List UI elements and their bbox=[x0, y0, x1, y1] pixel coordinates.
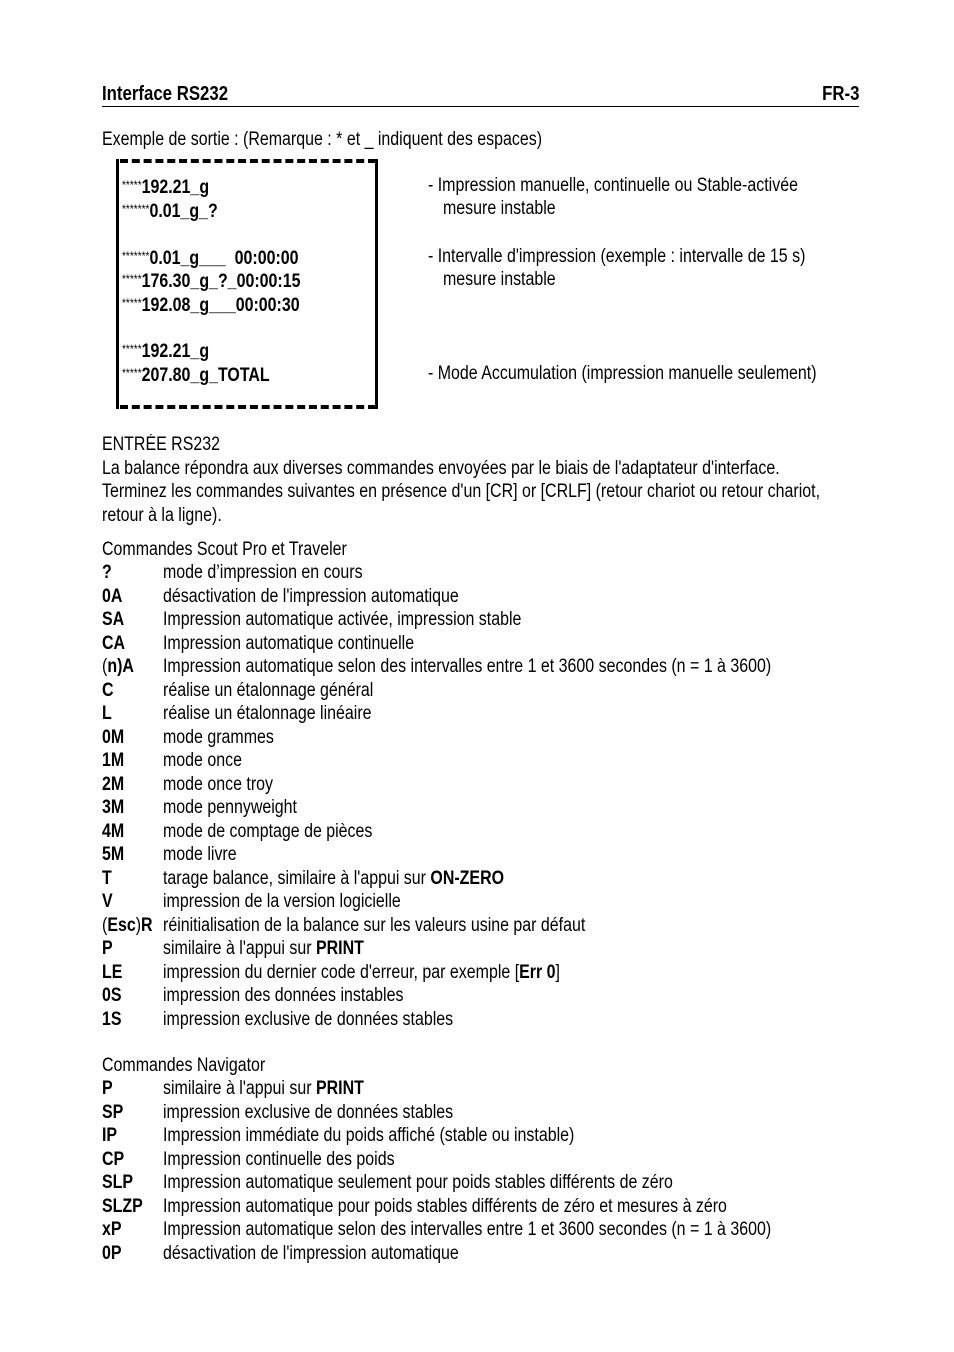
command-key-text bbox=[102, 1077, 113, 1100]
command-description bbox=[163, 1124, 653, 1147]
command-description-main: mode once troy bbox=[163, 773, 274, 795]
command-description-main: réalise un étalonnage linéaire bbox=[163, 703, 372, 724]
scout-command-row bbox=[102, 726, 862, 749]
command-key bbox=[102, 890, 115, 913]
command-key-text bbox=[102, 1124, 117, 1147]
command-key bbox=[102, 655, 140, 678]
command-key-text bbox=[102, 655, 134, 678]
command-key-code: 0M bbox=[102, 726, 125, 748]
command-description-text bbox=[163, 1124, 574, 1147]
scout-command-row bbox=[102, 561, 862, 584]
command-key-code: IP bbox=[102, 1125, 118, 1146]
command-key-paren: ( bbox=[102, 914, 108, 936]
navigator-command-row bbox=[102, 1077, 862, 1100]
navigator-command-row bbox=[102, 1242, 862, 1265]
example-note-line bbox=[428, 174, 868, 197]
weight-reading: 192.21_g bbox=[141, 177, 210, 198]
space-markers: ******* bbox=[122, 202, 150, 216]
command-description bbox=[163, 867, 569, 890]
command-description-main: Impression automatique seulement pour poids stables différents de zéro bbox=[163, 1172, 673, 1193]
command-description bbox=[163, 1242, 515, 1265]
command-description-text bbox=[163, 820, 372, 843]
command-key-code: 0S bbox=[102, 985, 122, 1006]
input-paragraph-2: Terminez les commandes suivantes en présence d'un [CR] or [CRLF] (retour chariot ou retour chariot, bbox=[102, 481, 821, 502]
command-key-text bbox=[102, 1148, 124, 1171]
command-description bbox=[163, 1077, 402, 1100]
command-key bbox=[102, 984, 125, 1007]
command-description-emphasis: Err 0 bbox=[519, 961, 556, 983]
command-description-main: désactivation de l'impression automatique bbox=[163, 1242, 459, 1264]
command-key-text bbox=[102, 914, 153, 937]
command-key-text bbox=[102, 561, 112, 584]
scout-command-row bbox=[102, 655, 862, 678]
command-description-main: impression exclusive de données stables bbox=[163, 1101, 454, 1123]
command-key bbox=[102, 702, 114, 725]
command-description-main: impression du dernier code d'erreur, par exemple [ bbox=[163, 961, 520, 983]
command-description bbox=[163, 796, 323, 819]
space-markers: ******* bbox=[122, 249, 150, 263]
scout-command-row bbox=[102, 937, 862, 960]
command-description bbox=[163, 937, 402, 960]
command-description-text bbox=[163, 1101, 453, 1124]
command-key-code: R bbox=[141, 914, 153, 936]
command-description-main: mode d’impression en cours bbox=[163, 562, 363, 583]
command-key-code: n)A bbox=[107, 656, 134, 677]
command-description-text bbox=[163, 585, 459, 608]
box-bottom-border bbox=[120, 405, 376, 409]
command-key-text bbox=[102, 1101, 123, 1124]
command-key-code: SLZP bbox=[102, 1195, 143, 1217]
example-output-line bbox=[122, 338, 226, 363]
command-description-text bbox=[163, 867, 504, 890]
navigator-heading: Commandes Navigator bbox=[102, 1055, 266, 1076]
command-description bbox=[163, 843, 251, 866]
command-description bbox=[163, 984, 449, 1007]
command-description-emphasis: ON-ZERO bbox=[430, 867, 505, 889]
scout-command-row bbox=[102, 890, 862, 913]
command-description-text bbox=[163, 796, 297, 819]
command-key-paren: ) bbox=[135, 914, 142, 936]
example-output-line bbox=[122, 362, 298, 387]
command-description-text bbox=[163, 561, 363, 584]
command-key bbox=[102, 749, 128, 772]
command-key-text bbox=[102, 773, 124, 796]
command-key bbox=[102, 608, 128, 631]
command-description bbox=[163, 608, 590, 631]
page-header bbox=[102, 82, 859, 107]
command-key bbox=[102, 632, 129, 655]
scout-command-row bbox=[102, 961, 862, 984]
command-description-main: réalise un étalonnage général bbox=[163, 679, 374, 701]
navigator-command-row bbox=[102, 1195, 862, 1218]
example-note-line bbox=[428, 197, 868, 220]
example-output-line-text bbox=[122, 268, 300, 293]
navigator-command-row bbox=[102, 1218, 862, 1241]
command-description-main: Impression automatique pour poids stables différents de zéro et mesures à zéro bbox=[163, 1195, 727, 1217]
command-key-code: T bbox=[102, 867, 112, 889]
command-key-text bbox=[102, 984, 122, 1007]
command-description bbox=[163, 561, 401, 584]
example-note bbox=[428, 245, 877, 291]
command-key-code: L bbox=[102, 703, 112, 724]
command-description-text bbox=[163, 655, 771, 678]
example-note bbox=[428, 362, 891, 385]
example-note-text: - Intervalle d'impression (exemple : intervalle de 15 s) bbox=[428, 246, 806, 267]
command-description bbox=[163, 890, 446, 913]
command-description-text bbox=[163, 1242, 459, 1265]
page-number: FR-3 bbox=[821, 83, 859, 105]
example-output-line-text bbox=[122, 174, 209, 199]
example-note-text: - Impression manuelle, continuelle ou Stable-activée bbox=[428, 175, 798, 196]
command-description bbox=[163, 702, 411, 725]
command-description-main: Impression automatique continuelle bbox=[163, 632, 415, 654]
scout-command-row bbox=[102, 1008, 862, 1031]
command-description-text bbox=[163, 608, 521, 631]
command-key-text bbox=[102, 890, 113, 913]
scout-command-row bbox=[102, 843, 862, 866]
command-key-text bbox=[102, 1008, 122, 1031]
command-description bbox=[163, 961, 636, 984]
command-description-main: similaire à l'appui sur bbox=[163, 938, 316, 959]
command-description-main: tarage balance, similaire à l'appui sur bbox=[163, 867, 431, 889]
command-key bbox=[102, 1218, 125, 1241]
command-description-text bbox=[163, 702, 372, 725]
example-note-line bbox=[428, 245, 877, 268]
command-key-text bbox=[102, 1218, 122, 1241]
command-key-text bbox=[102, 632, 125, 655]
space-markers: ***** bbox=[122, 272, 142, 286]
command-key-text bbox=[102, 702, 112, 725]
command-key-paren: ( bbox=[102, 656, 108, 677]
example-note-line bbox=[428, 362, 891, 385]
example-output-line bbox=[122, 292, 333, 317]
command-description-text bbox=[163, 1171, 673, 1194]
command-key bbox=[102, 914, 162, 937]
weight-reading: 192.21_g bbox=[141, 341, 210, 362]
command-key-code: CA bbox=[102, 632, 126, 654]
command-key-text bbox=[102, 585, 122, 608]
example-output-line-text bbox=[122, 362, 270, 387]
command-key bbox=[102, 585, 126, 608]
example-output-line-text bbox=[122, 245, 299, 270]
command-description bbox=[163, 655, 887, 678]
command-description bbox=[163, 1148, 439, 1171]
space-markers: ***** bbox=[122, 342, 142, 356]
command-key bbox=[102, 726, 128, 749]
command-key-code: P bbox=[102, 938, 113, 959]
command-description-text bbox=[163, 984, 403, 1007]
command-key bbox=[102, 796, 128, 819]
space-markers: ***** bbox=[122, 178, 142, 192]
command-key bbox=[102, 937, 115, 960]
command-description-main: similaire à l'appui sur bbox=[163, 1078, 316, 1099]
command-description-text bbox=[163, 914, 585, 937]
command-description-text bbox=[163, 843, 237, 866]
command-key-code: SA bbox=[102, 609, 125, 630]
command-description-text bbox=[163, 1195, 727, 1218]
scout-command-row bbox=[102, 585, 862, 608]
command-description-text bbox=[163, 726, 274, 749]
command-key-code: LE bbox=[102, 961, 123, 983]
box-left-border bbox=[116, 159, 119, 409]
scout-command-row bbox=[102, 749, 862, 772]
command-key-code: 5M bbox=[102, 844, 125, 865]
command-description bbox=[163, 632, 462, 655]
command-description-main: impression exclusive de données stables bbox=[163, 1008, 454, 1030]
command-description bbox=[163, 1171, 770, 1194]
command-description-main: désactivation de l'impression automatique bbox=[163, 585, 459, 607]
command-description bbox=[163, 820, 412, 843]
example-note bbox=[428, 174, 868, 220]
command-description-main: mode livre bbox=[163, 844, 237, 865]
command-description-text bbox=[163, 961, 560, 984]
command-key bbox=[102, 843, 128, 866]
example-output-line bbox=[122, 198, 236, 223]
command-description-main: mode de comptage de pièces bbox=[163, 820, 373, 842]
example-output-line-text bbox=[122, 292, 300, 317]
command-description-text bbox=[163, 632, 414, 655]
command-key bbox=[102, 1124, 120, 1147]
command-key-code: 0P bbox=[102, 1242, 122, 1264]
example-intro: Exemple de sortie : (Remarque : * et _ indiquent des espaces) bbox=[102, 129, 543, 150]
command-key bbox=[102, 1008, 125, 1031]
scout-command-row bbox=[102, 679, 862, 702]
example-output-line-text bbox=[122, 338, 209, 363]
command-key bbox=[102, 679, 116, 702]
scout-command-row bbox=[102, 702, 862, 725]
command-key-code: V bbox=[102, 891, 113, 912]
navigator-command-row bbox=[102, 1124, 862, 1147]
command-key bbox=[102, 1195, 151, 1218]
command-key-text bbox=[102, 1195, 143, 1218]
input-heading: ENTRÉE RS232 bbox=[102, 434, 220, 455]
command-key-text bbox=[102, 961, 122, 984]
box-top-border bbox=[120, 159, 376, 163]
command-description-main: impression de la version logicielle bbox=[163, 891, 401, 912]
command-description-end: ] bbox=[555, 961, 560, 983]
command-key-code: 0A bbox=[102, 585, 123, 607]
command-key-text bbox=[102, 679, 114, 702]
navigator-command-row bbox=[102, 1101, 862, 1124]
command-description-main: Impression automatique activée, impression stable bbox=[163, 609, 522, 630]
weight-reading: 0.01_g_? bbox=[149, 201, 218, 222]
command-description-text bbox=[163, 1148, 395, 1171]
command-description-text bbox=[163, 1077, 364, 1100]
scout-heading: Commandes Scout Pro et Traveler bbox=[102, 539, 347, 560]
command-key bbox=[102, 1101, 127, 1124]
example-output-line-text bbox=[122, 198, 218, 223]
command-description bbox=[163, 1101, 508, 1124]
command-key bbox=[102, 1148, 128, 1171]
command-description-text bbox=[163, 679, 373, 702]
command-description-text bbox=[163, 1008, 453, 1031]
command-key-code: ? bbox=[102, 562, 112, 583]
command-description bbox=[163, 679, 413, 702]
command-key-text bbox=[102, 937, 113, 960]
command-key bbox=[102, 961, 126, 984]
command-key bbox=[102, 867, 114, 890]
command-key bbox=[102, 773, 128, 796]
command-description-text bbox=[163, 890, 401, 913]
example-output-line bbox=[122, 268, 334, 293]
scout-command-row bbox=[102, 608, 862, 631]
command-description-main: Impression automatique selon des intervalles entre 1 et 3600 secondes (n = 1 à 3600) bbox=[163, 1219, 772, 1240]
command-description-text bbox=[163, 937, 364, 960]
command-key bbox=[102, 561, 114, 584]
command-key-code: C bbox=[102, 679, 114, 701]
command-description bbox=[163, 1195, 834, 1218]
example-note-text: mesure instable bbox=[443, 269, 556, 290]
navigator-command-row bbox=[102, 1148, 862, 1171]
command-description bbox=[163, 1218, 887, 1241]
command-description-main: Impression immédiate du poids affiché (stable ou instable) bbox=[163, 1125, 575, 1146]
command-description-main: Impression automatique selon des intervalles entre 1 et 3600 secondes (n = 1 à 3600) bbox=[163, 656, 772, 677]
command-description bbox=[163, 585, 515, 608]
command-key-code: SLP bbox=[102, 1172, 134, 1193]
command-key-text bbox=[102, 843, 124, 866]
command-description-main: mode pennyweight bbox=[163, 797, 297, 818]
command-description-main: mode once bbox=[163, 750, 242, 771]
scout-command-row bbox=[102, 773, 862, 796]
command-description bbox=[163, 726, 295, 749]
command-key-code: 1S bbox=[102, 1008, 122, 1030]
page-title: Interface RS232 bbox=[102, 83, 229, 105]
navigator-command-row bbox=[102, 1171, 862, 1194]
command-key-code: 4M bbox=[102, 820, 125, 842]
command-key-code: P bbox=[102, 1078, 113, 1099]
scout-command-row bbox=[102, 820, 862, 843]
command-key-text bbox=[102, 796, 124, 819]
example-output-line bbox=[122, 174, 226, 199]
command-description-main: Impression continuelle des poids bbox=[163, 1148, 395, 1170]
command-key-text bbox=[102, 726, 124, 749]
example-note-line bbox=[428, 268, 877, 291]
input-paragraph-2-cont: retour à la ligne). bbox=[102, 505, 222, 526]
command-key bbox=[102, 1171, 139, 1194]
weight-reading: 176.30_g_?_00:00:15 bbox=[141, 271, 301, 292]
scout-command-row bbox=[102, 914, 862, 937]
command-description-emphasis: PRINT bbox=[315, 938, 364, 959]
command-key bbox=[102, 820, 128, 843]
command-description-emphasis: PRINT bbox=[315, 1078, 364, 1099]
command-key-code: xP bbox=[102, 1219, 122, 1240]
example-note-text: - Mode Accumulation (impression manuelle seulement) bbox=[428, 363, 817, 384]
command-key-text bbox=[102, 608, 124, 631]
command-description-text bbox=[163, 773, 273, 796]
scout-command-row bbox=[102, 984, 862, 1007]
command-description bbox=[163, 749, 257, 772]
box-right-border bbox=[375, 159, 378, 409]
input-paragraph-1: La balance répondra aux diverses commandes envoyées par le biais de l'adaptateur d'interface. bbox=[102, 458, 780, 479]
command-key bbox=[102, 1077, 115, 1100]
command-description-main: impression des données instables bbox=[163, 985, 404, 1006]
command-key-text bbox=[102, 867, 112, 890]
space-markers: ***** bbox=[122, 366, 142, 380]
weight-reading: 192.08_g___00:00:30 bbox=[141, 295, 300, 316]
command-description bbox=[163, 1008, 508, 1031]
command-key-code: CP bbox=[102, 1148, 125, 1170]
command-description-main: réinitialisation de la balance sur les valeurs usine par défaut bbox=[163, 914, 586, 936]
scout-command-row bbox=[102, 632, 862, 655]
command-description bbox=[163, 773, 294, 796]
command-key-text bbox=[102, 1242, 122, 1265]
command-key-code: 2M bbox=[102, 773, 125, 795]
weight-reading: 207.80_g_TOTAL bbox=[141, 365, 270, 386]
command-description-text bbox=[163, 749, 242, 772]
scout-command-row bbox=[102, 796, 862, 819]
command-key-text bbox=[102, 1171, 133, 1194]
command-key-text bbox=[102, 820, 124, 843]
command-description-main: mode grammes bbox=[163, 726, 274, 748]
command-key-code: 1M bbox=[102, 750, 125, 771]
command-key-text bbox=[102, 749, 124, 772]
command-description bbox=[163, 914, 666, 937]
weight-reading: 0.01_g___ 00:00:00 bbox=[149, 248, 299, 269]
space-markers: ***** bbox=[122, 296, 142, 310]
command-key-code: SP bbox=[102, 1101, 124, 1123]
command-description-text bbox=[163, 1218, 771, 1241]
command-key-code: Esc bbox=[107, 914, 136, 936]
command-key bbox=[102, 1242, 125, 1265]
command-key-code: 3M bbox=[102, 797, 125, 818]
scout-command-row bbox=[102, 867, 862, 890]
example-note-text: mesure instable bbox=[443, 198, 556, 219]
example-output-line bbox=[122, 245, 332, 270]
